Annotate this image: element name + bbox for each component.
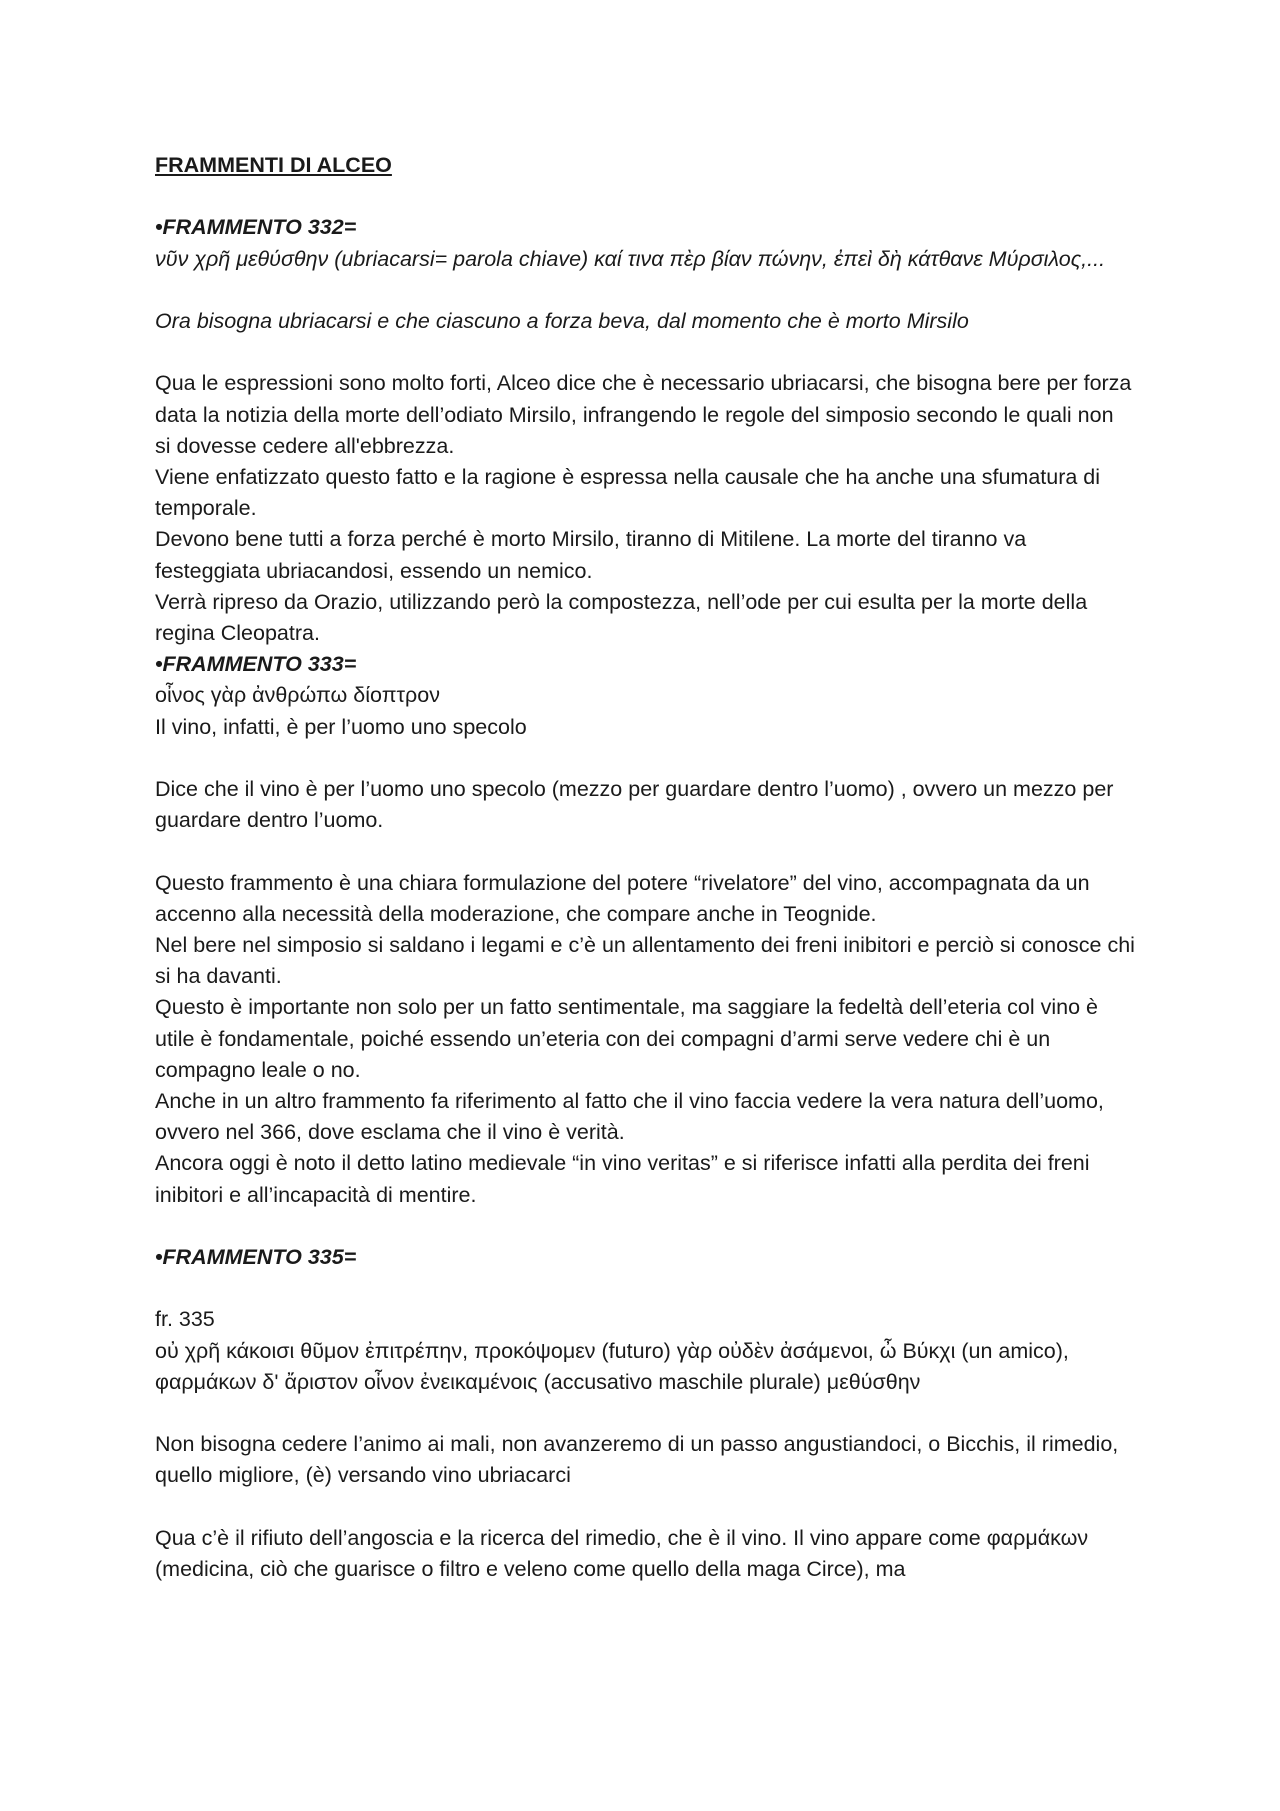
fragment-335-greek: οὐ χρῆ κάκοισι θῦμον ἐπιτρέπην, προκόψομεν (futuro) γὰρ οὐδὲν ἀσάμενοι, ὦ Βύκχι (un amico), φαρμάκων δ' ἄριστον οἶνον ἐνεικαμένοις (accusativo maschile plurale) μεθύσθην bbox=[155, 1338, 1069, 1394]
fragment-335-translation: Non bisogna cedere l’animo ai mali, non avanzeremo di un passo angustiandoci, o Bicchis, il rimedio, quello migliore, (è) versando vino ubriacarci bbox=[155, 1432, 1119, 1488]
spacer bbox=[155, 1273, 1135, 1304]
spacer bbox=[155, 181, 1135, 212]
fragment-333-explanation: Dice che il vino è per l’uomo uno specolo (mezzo per guardare dentro l’uomo) , ovvero un mezzo per guardare dentro l’uomo. bbox=[155, 777, 1114, 833]
document-page bbox=[155, 150, 1135, 1585]
document-title: FRAMMENTI DI ALCEO bbox=[155, 153, 392, 177]
fragment-333-greek: οἶνος γὰρ ἀνθρώπω δίοπτρον bbox=[155, 683, 440, 708]
fragment-335-ref: fr. 335 bbox=[155, 1307, 215, 1332]
spacer bbox=[155, 1398, 1135, 1429]
spacer bbox=[155, 1492, 1135, 1523]
fragment-333-commentary-1: Questo frammento è una chiara formulazione del potere “rivelatore” del vino, accompagnata da un accenno alla necessità della moderazione, che compare anche in Teognide. bbox=[155, 870, 1090, 926]
fragment-333-heading: •FRAMMENTO 333= bbox=[155, 652, 357, 677]
spacer bbox=[155, 743, 1135, 774]
fragment-332-commentary-2: Viene enfatizzato questo fatto e la ragione è espressa nella causale che ha anche una sfumatura di temporale. bbox=[155, 464, 1101, 521]
fragment-332-heading: •FRAMMENTO 332= bbox=[155, 215, 357, 240]
fragment-332-translation: Ora bisogna ubriacarsi e che ciascuno a forza beva, dal momento che è morto Mirsilo bbox=[155, 308, 969, 333]
fragment-332-commentary-4: Verrà ripreso da Orazio, utilizzando però la compostezza, nell’ode per cui esulta per la morte della regina Cleopatra. bbox=[155, 589, 1088, 645]
spacer bbox=[155, 275, 1135, 306]
fragment-332-commentary-1: Qua le espressioni sono molto forti, Alceo dice che è necessario ubriacarsi, che bisogna bere per forza data la notizia della morte dell’odiato Mirsilo, infrangendo le regole del simposio secondo le quali non si dovesse cedere all'ebbrezza. bbox=[155, 371, 1132, 458]
fragment-333-commentary-3: Questo è importante non solo per un fatto sentimentale, ma saggiare la fedeltà dell’eteria col vino è utile è fondamentale, poiché essendo un’eteria con dei compagni d’armi serve vedere chi è un compagno leale o no. bbox=[155, 995, 1098, 1082]
fragment-332-greek: νῦν χρῆ μεθύσθην (ubriacarsi= parola chiave) καί τινα πὲρ βίαν πώνην, ἐπεὶ δὴ κάτθανε Μύρσιλος,... bbox=[155, 246, 1106, 271]
fragment-333-translation: Il vino, infatti, è per l’uomo uno specolo bbox=[155, 714, 527, 739]
spacer bbox=[155, 836, 1135, 867]
fragment-333-commentary-4: Anche in un altro frammento fa riferimento al fatto che il vino faccia vedere la vera natura dell’uomo, ovvero nel 366, dove esclama che il vino è verità. bbox=[155, 1089, 1104, 1145]
fragment-332-commentary-3: Devono bene tutti a forza perché è morto Mirsilo, tiranno di Mitilene. La morte del tiranno va festeggiata ubriacandosi, essendo un nemico. bbox=[155, 527, 1027, 583]
spacer bbox=[155, 1211, 1135, 1242]
spacer bbox=[155, 337, 1135, 368]
fragment-333-commentary-5: Ancora oggi è noto il detto latino medievale “in vino veritas” e si riferisce infatti alla perdita dei freni inibitori e all’incapacità di mentire. bbox=[155, 1151, 1090, 1207]
fragment-333-commentary-2: Nel bere nel simposio si saldano i legami e c’è un allentamento dei freni inibitori e perciò si conosce chi si ha davanti. bbox=[155, 933, 1135, 989]
fragment-335-commentary: Qua c’è il rifiuto dell’angoscia e la ricerca del rimedio, che è il vino. Il vino appare come φαρμάκων (medicina, ciò che guarisce o filtro e veleno come quello della maga Circe), ma bbox=[155, 1525, 1089, 1581]
fragment-335-heading: •FRAMMENTO 335= bbox=[155, 1245, 357, 1270]
